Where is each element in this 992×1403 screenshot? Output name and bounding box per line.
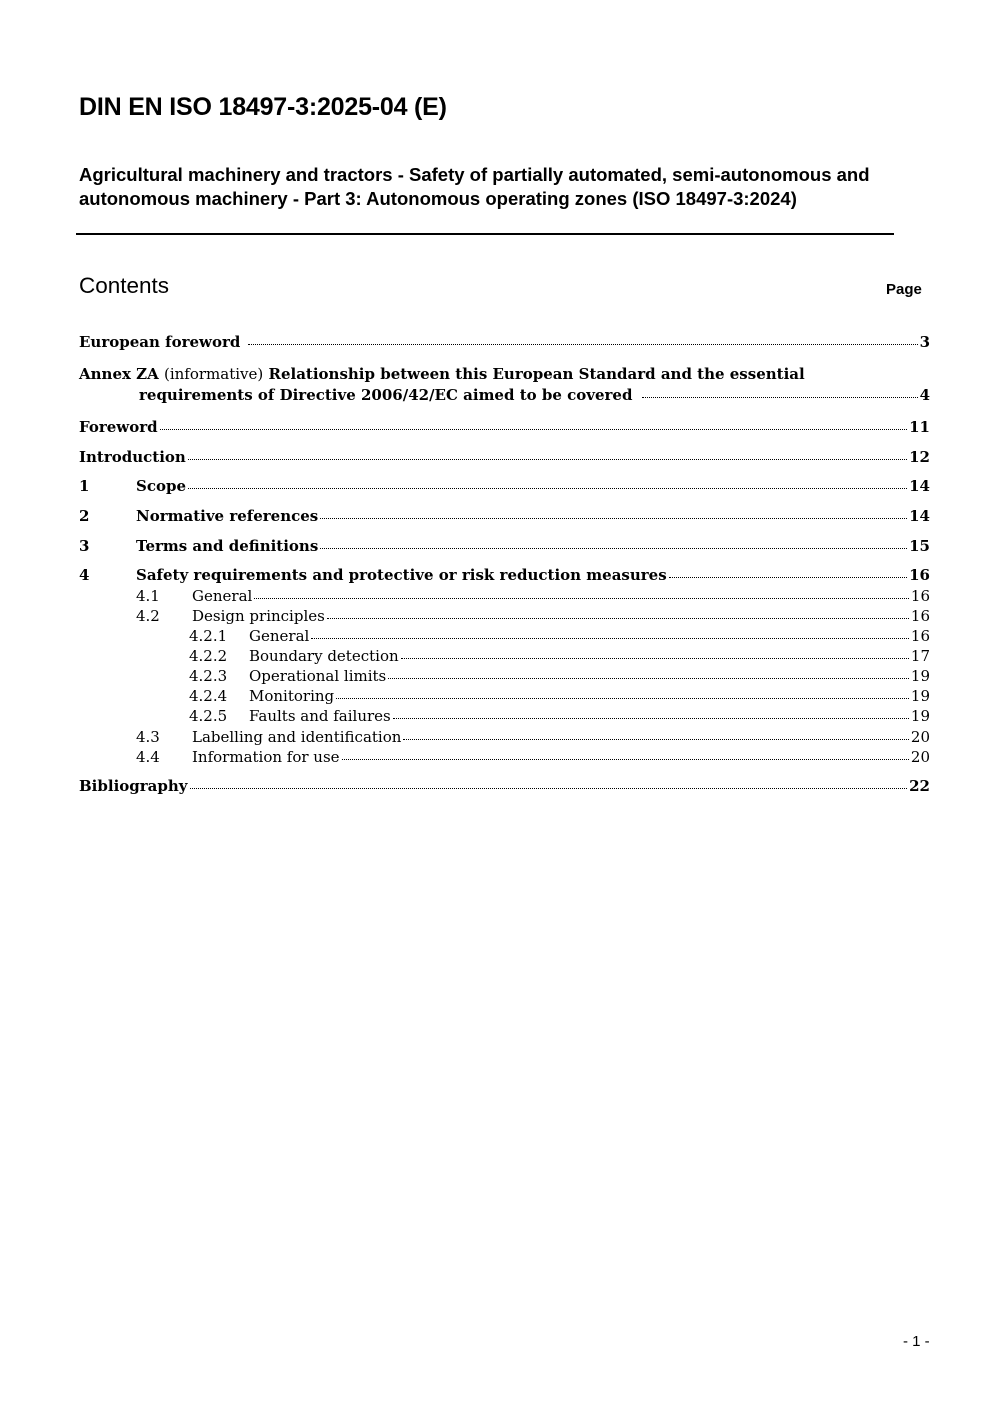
toc-leader-dots — [669, 577, 907, 578]
toc-entry-page: 16 — [910, 587, 930, 605]
toc-entry-safety-requirements[interactable] — [79, 566, 930, 584]
toc-entry-4-2-2-boundary-detection[interactable] — [189, 647, 930, 665]
toc-annex-title: Relationship between this European Standard and the essential — [268, 365, 805, 383]
toc-entry-4-3-labelling[interactable] — [136, 728, 930, 746]
toc-entry-page: 14 — [909, 507, 930, 525]
toc-entry-label: Information for use — [192, 748, 340, 766]
toc-leader-dots — [320, 518, 907, 519]
toc-entry-foreword[interactable] — [79, 418, 930, 436]
toc-entry-terms-and-definitions[interactable] — [79, 537, 930, 555]
toc-annex-informative: (informative) — [163, 365, 264, 383]
toc-leader-dots — [320, 548, 907, 549]
toc-entry-number: 4.2.4 — [189, 687, 228, 705]
toc-entry-number: 4.2.3 — [189, 667, 228, 685]
toc-entry-page: 22 — [909, 777, 930, 795]
toc-entry-label: Boundary detection — [249, 647, 399, 665]
toc-entry-page: 14 — [909, 477, 930, 495]
toc-leader-dots — [327, 618, 909, 619]
toc-entry-european-foreword[interactable] — [79, 333, 930, 351]
toc-leader-dots — [336, 698, 909, 699]
toc-entry-4-2-5-faults-and-failures[interactable] — [189, 707, 930, 725]
toc-entry-number: 4.2.5 — [189, 707, 228, 725]
toc-entry-page: 11 — [909, 418, 930, 436]
page-column-label: Page — [886, 281, 922, 298]
toc-leader-dots — [311, 638, 909, 639]
toc-entry-page: 20 — [910, 748, 930, 766]
toc-entry-number: 4.2.1 — [189, 627, 228, 645]
toc-leader-dots — [388, 678, 909, 679]
title-divider — [76, 233, 894, 235]
toc-entry-page: 17 — [910, 647, 930, 665]
toc-entry-label: General — [249, 627, 310, 645]
toc-entry-normative-references[interactable] — [79, 507, 930, 525]
toc-entry-number: 4.2 — [136, 607, 160, 625]
toc-entry-bibliography[interactable] — [79, 777, 930, 795]
toc-entry-page: 15 — [909, 537, 930, 555]
toc-entry-label: Normative references — [136, 507, 319, 525]
toc-entry-label: Labelling and identification — [192, 728, 402, 746]
toc-leader-dots — [401, 658, 909, 659]
toc-entry-page: 19 — [910, 707, 930, 725]
toc-entry-label: Terms and definitions — [136, 537, 319, 555]
toc-entry-4-2-1-general[interactable] — [189, 627, 930, 645]
toc-entry-number: 4 — [79, 566, 90, 584]
toc-entry-label: Scope — [136, 477, 187, 495]
toc-entry-page: 16 — [910, 607, 930, 625]
toc-leader-dots — [190, 788, 908, 789]
toc-entry-label: General — [192, 587, 253, 605]
toc-entry-number: 4.3 — [136, 728, 160, 746]
toc-leader-dots — [254, 598, 909, 599]
toc-entry-4-2-4-monitoring[interactable] — [189, 687, 930, 705]
toc-entry-label: Monitoring — [249, 687, 335, 705]
contents-heading: Contents — [79, 273, 170, 298]
footer-page-number: - 1 - — [903, 1333, 930, 1350]
toc-entry-number: 3 — [79, 537, 90, 555]
toc-entry-number: 4.2.2 — [189, 647, 228, 665]
document-id-heading: DIN EN ISO 18497-3:2025-04 (E) — [79, 93, 447, 121]
toc-entry-label: Design principles — [192, 607, 325, 625]
toc-entry-4-4-information-for-use[interactable] — [136, 748, 930, 766]
toc-entry-label: Bibliography — [79, 777, 188, 795]
toc-entry-scope[interactable] — [79, 477, 930, 495]
document-subtitle: Agricultural machinery and tractors - Safety of partially automated, semi-autonomous and autonomous machinery - Part 3: Autonomous operating zones (ISO 18497-3:2024) — [79, 164, 870, 209]
toc-entry-page: 19 — [910, 667, 930, 685]
toc-entry-page: 16 — [910, 627, 930, 645]
toc-entry-4-2-3-operational-limits[interactable] — [189, 667, 930, 685]
toc-leader-dots — [188, 459, 907, 460]
toc-entry-number: 1 — [79, 477, 90, 495]
toc-entry-page: 19 — [910, 687, 930, 705]
toc-leader-dots — [188, 488, 907, 489]
toc-entry-page: 20 — [910, 728, 930, 746]
toc-entry-label: Safety requirements and protective or risk reduction measures — [136, 566, 667, 584]
toc-entry-label: European foreword — [79, 333, 241, 351]
toc-entry-number: 4.1 — [136, 587, 160, 605]
toc-entry-label: Operational limits — [249, 667, 387, 685]
toc-leader-dots — [393, 718, 909, 719]
toc-entry-page: 3 — [919, 333, 930, 351]
toc-leader-dots — [160, 429, 908, 430]
toc-entry-introduction[interactable] — [79, 448, 930, 466]
toc-entry-label: Faults and failures — [249, 707, 391, 725]
toc-entry-annex-za[interactable] — [139, 386, 930, 404]
toc-entry-label: Foreword — [79, 418, 158, 436]
toc-leader-dots — [342, 759, 909, 760]
toc-entry-4-1-general[interactable] — [136, 587, 930, 605]
toc-entry-label: Introduction — [79, 448, 186, 466]
toc-entry-4-2-design-principles[interactable] — [136, 607, 930, 625]
toc-entry-annex-za-line1[interactable] — [79, 365, 805, 383]
toc-annex-prefix: Annex ZA — [79, 365, 159, 383]
toc-annex-title-line2: requirements of Directive 2006/42/EC aimed to be covered — [139, 386, 633, 404]
toc-entry-page: 4 — [919, 386, 930, 404]
toc-leader-dots — [403, 739, 908, 740]
toc-entry-page: 16 — [909, 566, 930, 584]
toc-entry-number: 4.4 — [136, 748, 160, 766]
toc-leader-dots — [248, 344, 917, 345]
toc-entry-page: 12 — [909, 448, 930, 466]
toc-entry-number: 2 — [79, 507, 90, 525]
toc-leader-dots — [642, 397, 917, 398]
